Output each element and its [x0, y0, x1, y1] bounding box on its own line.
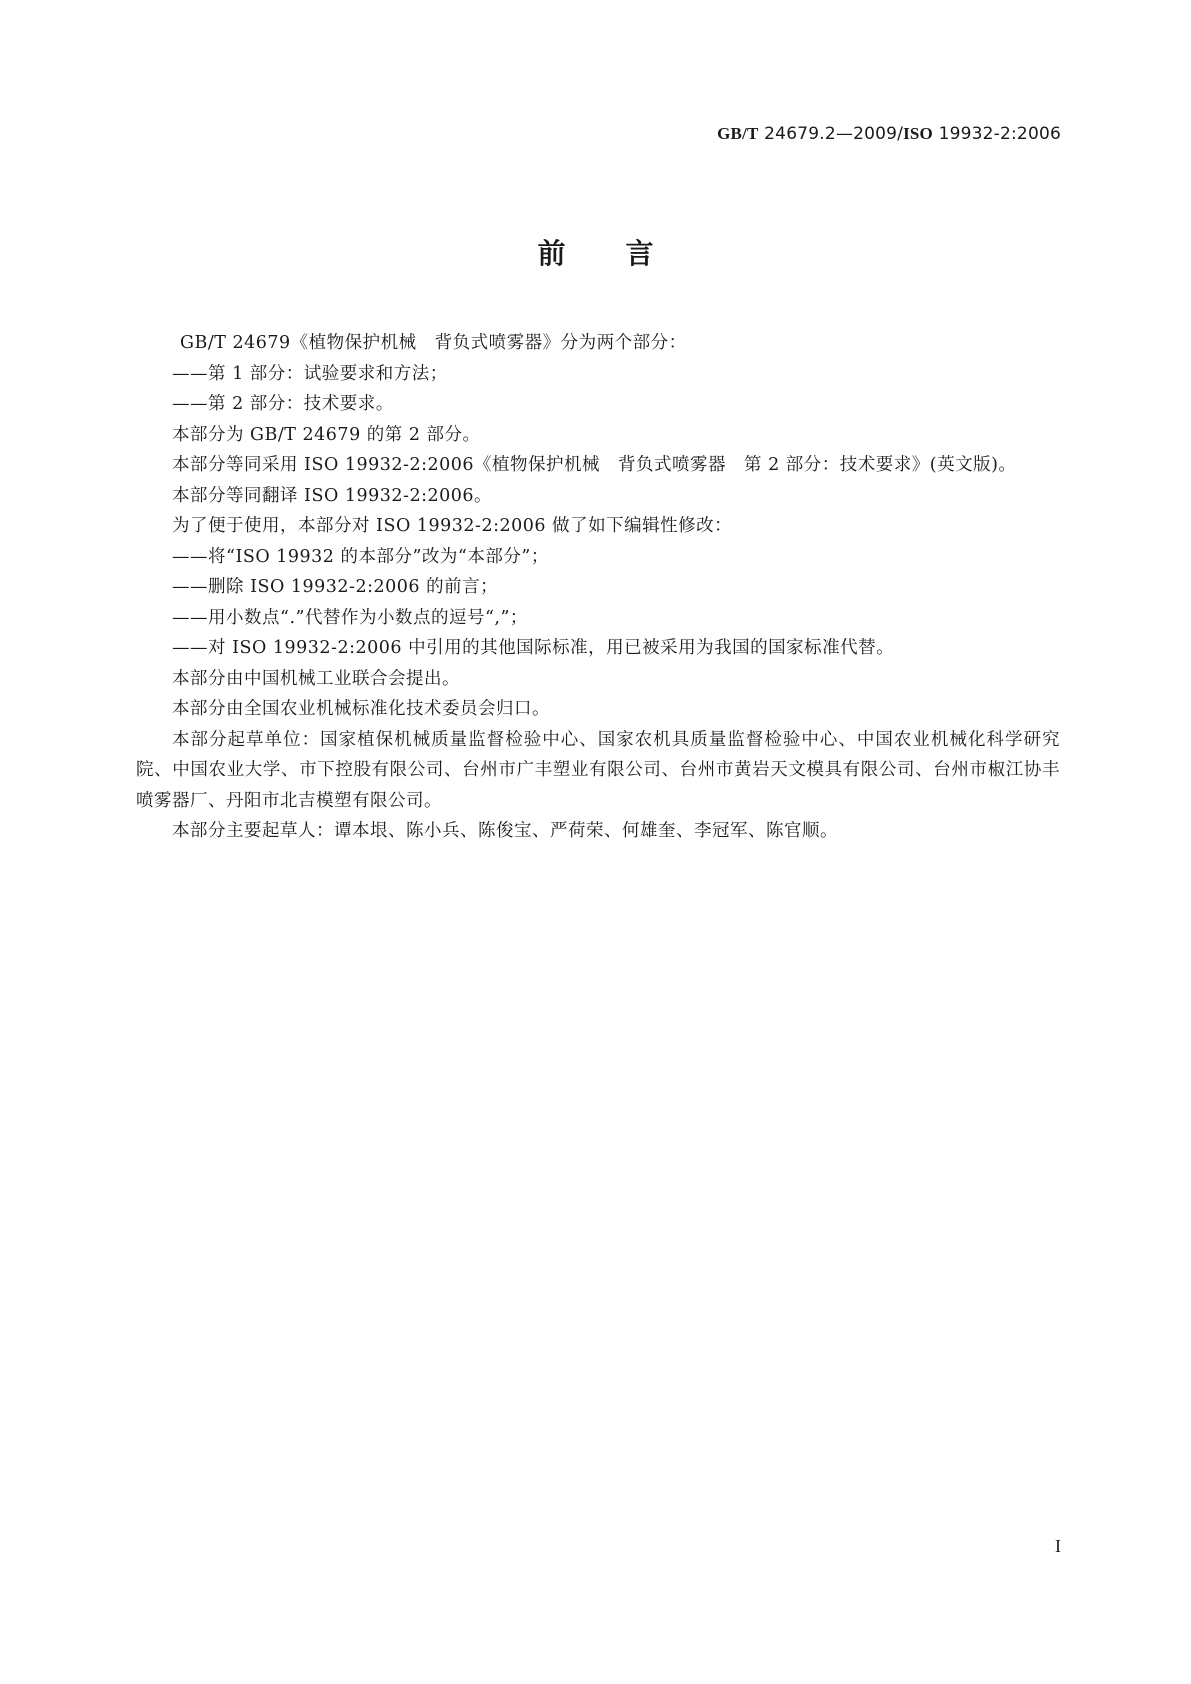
list-item: ——第 2 部分：技术要求。: [172, 394, 394, 414]
paragraph: 本部分由全国农业机械标准化技术委员会归口。: [172, 699, 550, 719]
paragraph: 本部分由中国机械工业联合会提出。: [172, 668, 460, 689]
list-item: ——将“ISO 19932 的本部分”改为“本部分”；: [172, 546, 549, 567]
list-item: ——删除 ISO 19932-2:2006 的前言；: [172, 577, 499, 597]
list-item: ——第 1 部分：试验要求和方法；: [172, 363, 448, 384]
paragraph: 本部分等同采用 ISO 19932-2:2006《植物保护机械 背负式喷雾器 第 2 部分：技术要求》(英文版)。: [172, 455, 1017, 475]
iso-code: ISO: [903, 124, 933, 143]
iso-number: 19932-2:2006: [932, 124, 1061, 144]
paragraph: 为了便于使用，本部分对 ISO 19932-2:2006 做了如下编辑性修改：: [172, 516, 733, 536]
paragraph: 本部分起草单位：国家植保机械质量监督检验中心、国家农机具质量监督检验中心、中国农业机械化科学研究院、中国农业大学、市下控股有限公司、台州市广丰塑业有限公司、台州市黄岩天文模具有限公司、台州市椒江协丰喷雾器厂、丹阳市北吉模塑有限公司。: [136, 729, 1060, 811]
list-item: ——对 ISO 19932-2:2006 中引用的其他国际标准，用已被采用为我国的国家标准代替。: [172, 638, 895, 658]
standard-number-header: [717, 124, 1061, 144]
page-title: 前言: [537, 237, 714, 270]
paragraph: 本部分主要起草人：谭本垠、陈小兵、陈俊宝、严荷荣、何雄奎、李冠军、陈官顺。: [172, 821, 838, 841]
std-code: GB/T: [717, 124, 759, 143]
std-number: 24679.2—2009/: [758, 124, 904, 144]
foreword-body: [136, 328, 1060, 847]
page-number: I: [1055, 1536, 1061, 1556]
paragraph: GB/T 24679《植物保护机械 背负式喷雾器》分为两个部分：: [180, 333, 687, 353]
list-item: ——用小数点“.”代替作为小数点的逗号“,”；: [172, 607, 528, 628]
paragraph: 本部分为 GB/T 24679 的第 2 部分。: [172, 424, 481, 445]
paragraph: 本部分等同翻译 ISO 19932-2:2006。: [172, 485, 493, 506]
